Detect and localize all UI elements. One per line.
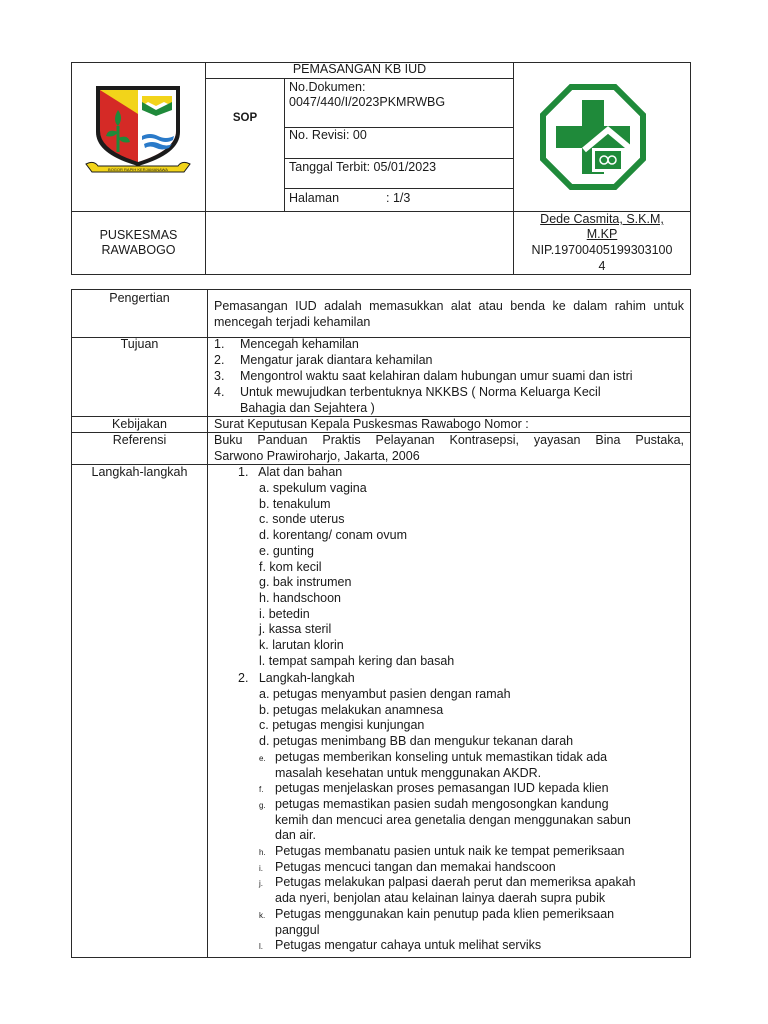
langkah-item: c. petugas mengisi kunjungan bbox=[259, 718, 425, 733]
page-label: Halaman bbox=[289, 191, 340, 205]
signer-nip-line1: NIP.19700405199303100 bbox=[531, 243, 673, 257]
referensi-label: Referensi bbox=[112, 433, 167, 447]
pengertian-text: Pemasangan IUD adalah memasukkan alat atau benda ke dalam rahim untuk mencegah terjadi kehamilan bbox=[214, 299, 684, 329]
langkah-item-marker: e. bbox=[259, 753, 266, 763]
signer-name-line1: Dede Casmita, S.K.M, bbox=[540, 212, 664, 226]
tujuan-item: 3. Mengontrol waktu saat kelahiran dalam hubungan umur suami dan istri bbox=[214, 369, 633, 383]
kebijakan-label: Kebijakan bbox=[112, 417, 167, 431]
issue-date: Tanggal Terbit: 05/01/2023 bbox=[289, 160, 437, 174]
doc-number-label: No.Dokumen: bbox=[289, 80, 366, 94]
langkah-label: Langkah-langkah bbox=[91, 465, 188, 479]
puskesmas-logo bbox=[540, 84, 646, 190]
langkah-item-marker: k. bbox=[259, 910, 266, 920]
alat-item: h. handschoon bbox=[259, 590, 342, 605]
langkah-item: Petugas membanatu pasien untuk naik ke tempat pemeriksaan bbox=[275, 844, 625, 858]
langkah-item: d. petugas menimbang BB dan mengukur tekanan darah bbox=[259, 734, 574, 749]
alat-item: c. sonde uterus bbox=[259, 512, 345, 527]
tujuan-item: 4. Untuk mewujudkan terbentuknya NKKBS ( Norma Keluarga Kecil bbox=[214, 385, 601, 399]
alat-item: f. kom kecil bbox=[259, 559, 322, 574]
langkah-item: ada nyeri, benjolan atau kelainan lainya daerah supra pubik bbox=[275, 891, 606, 906]
langkah-item: Petugas melakukan palpasi daerah perut dan memeriksa apakah bbox=[275, 875, 636, 890]
alat-item: b. tenakulum bbox=[259, 496, 331, 511]
alat-item: g. bak instrumen bbox=[259, 575, 352, 590]
alat-item: a. spekulum vagina bbox=[259, 481, 367, 495]
langkah-item: petugas memastikan pasien sudah mengosongkan kandung bbox=[275, 796, 609, 811]
alat-item: k. larutan klorin bbox=[259, 638, 344, 652]
langkah-item-marker: l. bbox=[259, 942, 263, 952]
alat-item: i. betedin bbox=[259, 606, 310, 621]
tujuan-item: 2. Mengatur jarak diantara kehamilan bbox=[214, 353, 433, 367]
langkah-item: masalah kesehatan untuk menggunakan AKDR. bbox=[275, 765, 542, 780]
tujuan-item: 1. Mencegah kehamilan bbox=[214, 337, 359, 351]
logo-motto: BOGOR RAPIH KERJAMANAWA bbox=[108, 167, 168, 172]
referensi-text-line1: Buku Panduan Praktis Pelayanan Kontrasepsi, yayasan Bina Pustaka, bbox=[214, 433, 684, 447]
langkah-item: kemih dan mencuci area genetalia dengan menggunakan sabun bbox=[275, 812, 631, 827]
alat-title: 1. Alat dan bahan bbox=[238, 465, 343, 479]
pengertian-label: Pengertian bbox=[109, 291, 170, 305]
langkah-item-marker: j. bbox=[259, 879, 263, 889]
alat-item: l. tempat sampah kering dan basah bbox=[259, 653, 455, 668]
document-title: PEMASANGAN KB IUD bbox=[292, 62, 427, 76]
langkah-item: Petugas mengatur cahaya untuk melihat serviks bbox=[275, 938, 542, 953]
langkah-item-marker: f. bbox=[259, 785, 264, 795]
langkah-item: dan air. bbox=[275, 828, 317, 843]
langkah-item-marker: h. bbox=[259, 848, 266, 857]
tujuan-item: Bahagia dan Sejahtera ) bbox=[240, 401, 375, 415]
langkah-item: a. petugas menyambut pasien dengan ramah bbox=[259, 687, 511, 701]
revision-number: No. Revisi: 00 bbox=[289, 128, 367, 142]
langkah-title: 2. Langkah-langkah bbox=[238, 671, 355, 685]
page-value: : 1/3 bbox=[386, 191, 411, 205]
tujuan-label: Tujuan bbox=[120, 337, 159, 351]
signer-nip-line2: 4 bbox=[598, 259, 606, 273]
referensi-text-line2: Sarwono Prawiroharjo, Jakarta, 2006 bbox=[214, 449, 420, 463]
langkah-item: b. petugas melakukan anamnesa bbox=[259, 702, 444, 717]
sop-label: SOP bbox=[232, 112, 258, 124]
alat-item: j. kassa steril bbox=[259, 622, 332, 637]
org-name-line2: RAWABOGO bbox=[101, 243, 176, 257]
signer-name-line2: M.KP bbox=[586, 227, 618, 241]
doc-number-value: 0047/440/I/2023PKMRWBG bbox=[289, 95, 446, 109]
alat-item: e. gunting bbox=[259, 543, 314, 558]
langkah-item: petugas menjelaskan proses pemasangan IUD kepada klien bbox=[275, 781, 609, 796]
org-name-line1: PUSKESMAS bbox=[99, 228, 178, 242]
regional-shield-logo bbox=[84, 80, 192, 180]
alat-item: d. korentang/ conam ovum bbox=[259, 528, 407, 543]
kebijakan-text: Surat Keputusan Kepala Puskesmas Rawabogo Nomor : bbox=[214, 417, 529, 431]
langkah-item: Petugas mencuci tangan dan memakai handscoon bbox=[275, 859, 556, 874]
langkah-item: Petugas menggunakan kain penutup pada klien pemeriksaan bbox=[275, 906, 615, 921]
langkah-item-marker: g. bbox=[259, 800, 266, 810]
langkah-item: panggul bbox=[275, 922, 320, 937]
langkah-item: petugas memberikan konseling untuk memastikan tidak ada bbox=[275, 749, 608, 764]
langkah-item-marker: i. bbox=[259, 863, 263, 873]
